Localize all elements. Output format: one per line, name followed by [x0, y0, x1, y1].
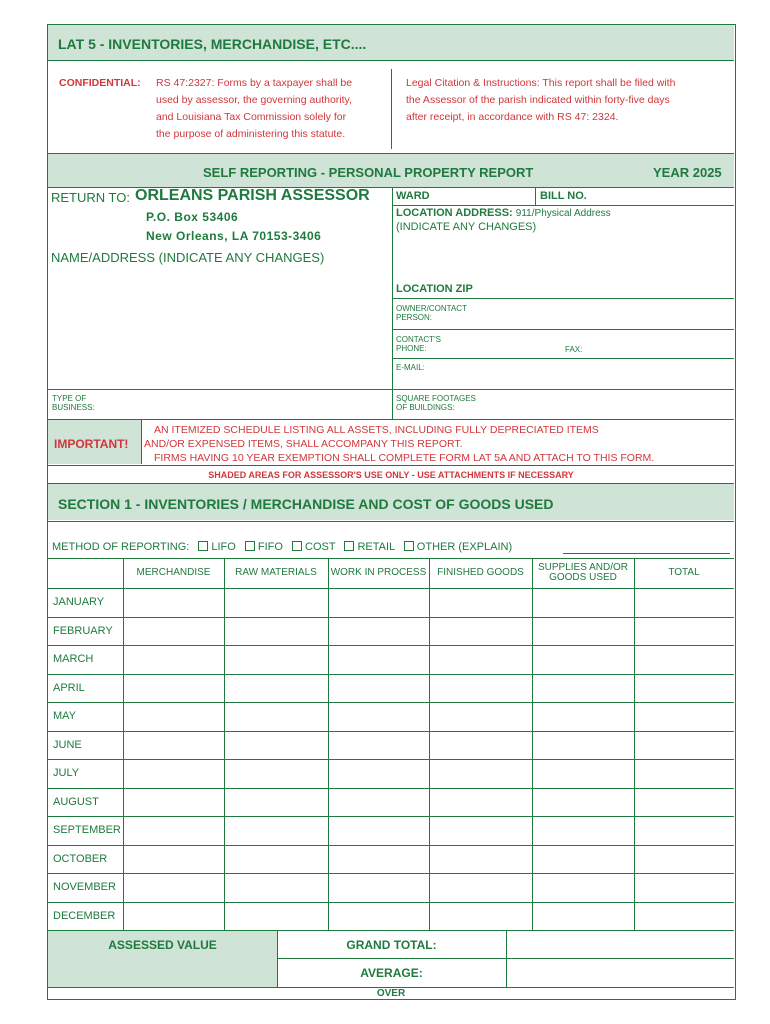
table-cell[interactable]: [634, 674, 734, 703]
table-cell[interactable]: [224, 617, 328, 646]
table-cell[interactable]: [123, 731, 224, 760]
table-cell[interactable]: [123, 588, 224, 617]
table-cell[interactable]: [123, 845, 224, 874]
contact-phone-label: CONTACT'S PHONE:: [396, 335, 441, 353]
report-year: YEAR 2025: [653, 165, 722, 180]
assessor-name: ORLEANS PARISH ASSESSOR: [135, 187, 370, 204]
table-cell[interactable]: [328, 674, 429, 703]
table-cell[interactable]: [328, 759, 429, 788]
ward-label: WARD: [396, 190, 430, 202]
other-checkbox[interactable]: [404, 541, 414, 551]
cost-checkbox[interactable]: [292, 541, 302, 551]
table-cell[interactable]: [224, 588, 328, 617]
table-cell[interactable]: [634, 588, 734, 617]
table-cell[interactable]: [532, 645, 634, 674]
table-cell[interactable]: [532, 759, 634, 788]
table-cell[interactable]: [429, 617, 532, 646]
column-header: WORK IN PROCESS: [330, 567, 427, 578]
table-cell[interactable]: [429, 588, 532, 617]
table-cell[interactable]: [224, 902, 328, 931]
table-cell[interactable]: [123, 674, 224, 703]
table-cell[interactable]: [328, 873, 429, 902]
table-cell[interactable]: [123, 617, 224, 646]
table-cell[interactable]: [634, 873, 734, 902]
table-cell[interactable]: [328, 702, 429, 731]
month-label: AUGUST: [53, 795, 99, 808]
table-cell[interactable]: [532, 788, 634, 817]
lat5-form: [47, 24, 736, 1000]
table-cell[interactable]: [328, 816, 429, 845]
month-label: NOVEMBER: [53, 881, 116, 893]
table-cell[interactable]: [429, 902, 532, 931]
location-zip-label: LOCATION ZIP: [396, 283, 473, 295]
table-cell[interactable]: [123, 873, 224, 902]
grand-total-label: GRAND TOTAL:: [346, 938, 437, 952]
table-cell[interactable]: [328, 902, 429, 931]
table-cell[interactable]: [429, 845, 532, 874]
table-cell[interactable]: [429, 674, 532, 703]
table-cell[interactable]: [328, 645, 429, 674]
table-cell[interactable]: [634, 759, 734, 788]
retail-checkbox[interactable]: [344, 541, 354, 551]
bill-no-label: BILL NO.: [540, 190, 587, 202]
table-cell[interactable]: [532, 902, 634, 931]
column-header: TOTAL: [668, 567, 700, 578]
table-cell[interactable]: [634, 617, 734, 646]
table-cell[interactable]: [224, 674, 328, 703]
name-address-label: NAME/ADDRESS (INDICATE ANY CHANGES): [51, 250, 325, 265]
section1-title: SECTION 1 - INVENTORIES / MERCHANDISE AND COST OF GOODS USED: [58, 496, 554, 512]
other-explain-line: [563, 553, 730, 554]
form-title: LAT 5 - INVENTORIES, MERCHANDISE, ETC....: [58, 36, 367, 52]
table-cell[interactable]: [429, 873, 532, 902]
table-cell[interactable]: [224, 702, 328, 731]
table-cell[interactable]: [123, 816, 224, 845]
month-label: JULY: [53, 767, 80, 779]
average-field[interactable]: [507, 959, 734, 987]
important-label: IMPORTANT!: [54, 437, 129, 451]
table-cell[interactable]: [328, 845, 429, 874]
fax-label: FAX:: [565, 345, 583, 354]
shaded-areas-note: SHADED AREAS FOR ASSESSOR'S USE ONLY - USE ATTACHMENTS IF NECESSARY: [208, 470, 574, 480]
location-changes-label: (INDICATE ANY CHANGES): [396, 221, 537, 233]
table-cell[interactable]: [328, 788, 429, 817]
table-cell[interactable]: [634, 788, 734, 817]
table-cell[interactable]: [123, 702, 224, 731]
month-label: DECEMBER: [53, 909, 116, 922]
month-label: JUNE: [53, 738, 82, 751]
important-text: AN ITEMIZED SCHEDULE LISTING ALL ASSETS, INCLUDING FULLY DEPRECIATED ITEMS AND/OR EXPENSED ITEMS, SHALL ACCOMPANY THIS REPORT. FIRMS HAVING 10 YEAR EXEMPTION SHALL COMPLETE FORM LAT 5A AND ATTACH TO THIS FORM.: [144, 424, 655, 464]
table-cell[interactable]: [429, 788, 532, 817]
table-cell[interactable]: [224, 816, 328, 845]
email-label: E-MAIL:: [396, 363, 425, 372]
table-cell[interactable]: [429, 731, 532, 760]
month-label: MAY: [53, 710, 77, 722]
table-cell[interactable]: [224, 645, 328, 674]
assessor-city: New Orleans, LA 70153-3406: [146, 229, 322, 243]
column-header: MERCHANDISE: [136, 567, 211, 578]
table-cell[interactable]: [532, 674, 634, 703]
column-header: SUPPLIES AND/OR GOODS USED: [537, 562, 629, 583]
table-cell[interactable]: [532, 845, 634, 874]
table-cell[interactable]: [532, 731, 634, 760]
confidential-label: CONFIDENTIAL:: [59, 77, 141, 89]
table-cell[interactable]: [532, 617, 634, 646]
table-cell[interactable]: [634, 702, 734, 731]
table-cell[interactable]: [634, 845, 734, 874]
table-cell[interactable]: [328, 731, 429, 760]
column-header: RAW MATERIALS: [235, 567, 317, 578]
average-label: AVERAGE:: [360, 966, 423, 980]
month-label: SEPTEMBER: [53, 824, 121, 836]
method-of-reporting: METHOD OF REPORTING: LIFO FIFO COST RETAIL OTHER (EXPLAIN): [52, 541, 513, 553]
table-cell[interactable]: [123, 645, 224, 674]
table-cell[interactable]: [532, 873, 634, 902]
table-cell[interactable]: [123, 759, 224, 788]
table-cell[interactable]: [224, 731, 328, 760]
table-cell[interactable]: [328, 588, 429, 617]
location-address-label: LOCATION ADDRESS: 911/Physical Address: [396, 207, 611, 219]
fifo-checkbox[interactable]: [245, 541, 255, 551]
square-footage-label: SQUARE FOOTAGES OF BUILDINGS:: [396, 394, 476, 412]
table-cell[interactable]: [429, 702, 532, 731]
over-label: OVER: [376, 988, 406, 999]
month-label: JANUARY: [53, 596, 105, 608]
month-label: FEBRUARY: [53, 624, 113, 637]
table-cell[interactable]: [532, 702, 634, 731]
table-cell[interactable]: [634, 902, 734, 931]
assessor-po-box: P.O. Box 53406: [146, 210, 239, 224]
table-cell[interactable]: [224, 759, 328, 788]
table-cell[interactable]: [224, 845, 328, 874]
table-cell[interactable]: [328, 617, 429, 646]
table-cell[interactable]: [123, 902, 224, 931]
month-label: OCTOBER: [53, 852, 108, 865]
assessed-value-label: ASSESSED VALUE: [108, 938, 217, 952]
table-cell[interactable]: [224, 788, 328, 817]
type-of-business-label: TYPE OF BUSINESS:: [52, 394, 95, 412]
table-cell[interactable]: [224, 873, 328, 902]
table-cell[interactable]: [123, 788, 224, 817]
confidential-text: RS 47:2327: Forms by a taxpayer shall be used by assessor, the governing authority, and Louisiana Tax Commission solely for the purpose of administering this statute.: [156, 77, 353, 140]
table-cell[interactable]: [634, 731, 734, 760]
return-to-label: RETURN TO:: [51, 190, 130, 205]
table-cell[interactable]: [634, 816, 734, 845]
report-title: SELF REPORTING - PERSONAL PROPERTY REPORT: [203, 165, 534, 180]
table-cell[interactable]: [532, 588, 634, 617]
table-cell[interactable]: [634, 645, 734, 674]
legal-citation-text: Legal Citation & Instructions: This report shall be filed with the Assessor of the parish indicated within forty-five days after receipt, in accordance with RS 47: 2324.: [406, 77, 676, 123]
grand-total-field[interactable]: [507, 931, 734, 958]
table-cell[interactable]: [429, 645, 532, 674]
table-cell[interactable]: [429, 816, 532, 845]
table-cell[interactable]: [429, 759, 532, 788]
column-header: FINISHED GOODS: [437, 567, 524, 578]
month-label: MARCH: [53, 653, 94, 665]
lifo-checkbox[interactable]: [198, 541, 208, 551]
table-cell[interactable]: [532, 816, 634, 845]
owner-contact-label: OWNER/CONTACT PERSON:: [396, 304, 467, 322]
month-label: APRIL: [53, 681, 85, 694]
